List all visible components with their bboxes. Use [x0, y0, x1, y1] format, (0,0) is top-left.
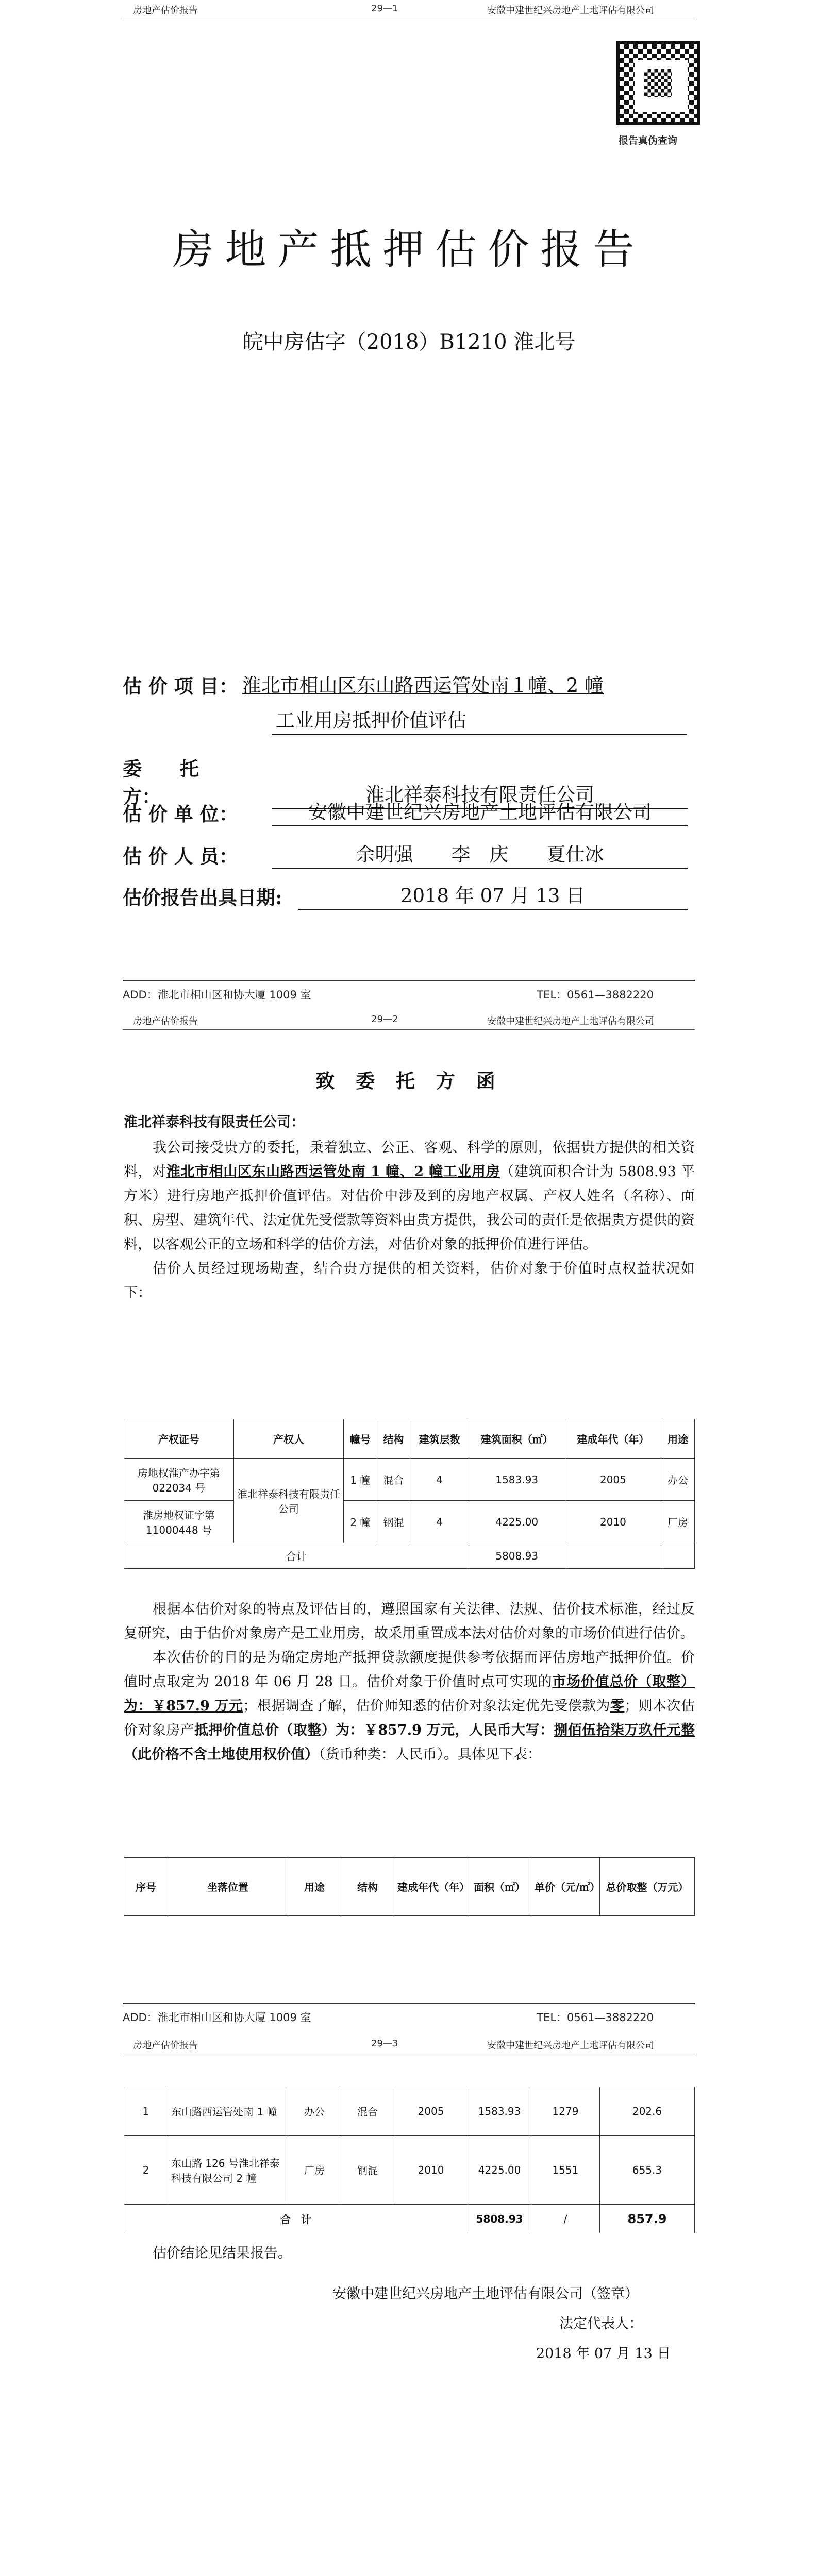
th: 序号: [124, 1858, 168, 1916]
cell: 钢混: [377, 1501, 410, 1543]
cell: 202.6: [600, 2087, 695, 2136]
text: ；则本次估价对象房产: [124, 1698, 695, 1738]
info-row-project: [123, 670, 608, 699]
text-bold: 捌佰伍拾柒万玖仟元整: [554, 1722, 695, 1738]
text: 估价人员经过现场勘查，结合贵方提供的相关资料，估价对象于价值时点权益状况如下：: [124, 1261, 695, 1301]
cell: 淮房地权证字第 11000448 号: [124, 1501, 234, 1543]
table-row: [124, 2087, 695, 2136]
text: 根据本估价对象的特点及评估目的，遵照国家有关法律、法规、估价技术标准，经过反复研究，由于估价对象房产是工业用房，故采用重置成本法对估价对象的市场价值进行估价。: [124, 1601, 695, 1641]
table-row: [124, 1459, 695, 1501]
cell: [565, 1543, 661, 1569]
info-row-project-cont: [272, 705, 687, 735]
page-footer: [123, 987, 695, 1002]
th: 用途: [661, 1419, 695, 1459]
page-header-left: 房地产估价报告: [133, 1016, 198, 1027]
th: 产权人: [234, 1419, 344, 1459]
cell: 1279: [531, 2087, 600, 2136]
page-header-right: 安徽中建世纪兴房地产土地评估有限公司: [487, 1016, 654, 1027]
cell: 钢混: [341, 2136, 394, 2205]
cell: 办公: [661, 1459, 695, 1501]
cell: 2005: [565, 1459, 661, 1501]
th: 单价（元/㎡）: [531, 1858, 600, 1916]
cell: 混合: [341, 2087, 394, 2136]
th: 建筑面积（㎡）: [469, 1419, 565, 1459]
signature-rep: 法定代表人：: [559, 2316, 643, 2332]
value-table-header: [124, 1857, 695, 1916]
cell: 4: [410, 1501, 469, 1543]
text-bold: 抵押价值总价（取整）为：￥857.9 万元，人民币大写：: [194, 1722, 554, 1738]
th: 面积（㎡）: [468, 1858, 531, 1916]
info-value: 余明强 李 庆 夏仕冰: [272, 839, 688, 869]
info-row-date: [123, 880, 688, 910]
document-number: 皖中房估字（2018）B1210 淮北号: [242, 330, 576, 354]
info-row-appraisers: [123, 839, 688, 869]
cell: 合计: [124, 1543, 469, 1569]
header-rule: [123, 1029, 695, 1030]
info-value: 2018 年 07 月 13 日: [298, 880, 688, 910]
cell: 655.3: [600, 2136, 695, 2205]
footer-rule: [123, 2003, 695, 2004]
text: 估价结论见结果报告。: [153, 2245, 292, 2261]
table-row: [124, 2136, 695, 2205]
text-bold: 市场价值总价（取整）为：￥857.9 万元: [124, 1674, 695, 1714]
page-number: 29—3: [371, 2038, 398, 2049]
property-table: [124, 1419, 695, 1569]
cell: 2005: [394, 2087, 468, 2136]
letter-salutation: 淮北祥泰科技有限责任公司：: [124, 1114, 305, 1130]
cell: 4: [410, 1459, 469, 1501]
info-value: 安徽中建世纪兴房地产土地评估有限公司: [272, 796, 688, 826]
cell: 5808.93: [469, 1543, 565, 1569]
text: ；根据调查了解，估价师知悉的估价对象法定优先受偿款为: [243, 1698, 610, 1714]
cell: 2: [124, 2136, 168, 2205]
cell: 东山路西运管处南 1 幢: [168, 2087, 288, 2136]
letter-body-2: [124, 1597, 695, 1767]
signature-company: 安徽中建世纪兴房地产土地评估有限公司（签章）: [332, 2286, 639, 2302]
table-row-total: [124, 1543, 695, 1569]
text-bold: 零: [610, 1698, 625, 1714]
table-row-total: [124, 2205, 695, 2233]
cell: 1 幢: [344, 1459, 377, 1501]
signature-date: 2018 年 07 月 13 日: [536, 2346, 671, 2362]
letter-conclusion: [124, 2241, 695, 2265]
page-header-left: 房地产估价报告: [133, 2040, 198, 2051]
cell: 2010: [565, 1501, 661, 1543]
footer-rule: [123, 980, 695, 981]
th: 结构: [341, 1858, 394, 1916]
cell: 1583.93: [469, 1459, 565, 1501]
value-table: [124, 2087, 695, 2233]
page-header-left: 房地产估价报告: [133, 5, 198, 16]
qr-caption: 报告真伪查询: [619, 135, 678, 146]
cell: 4225.00: [469, 1501, 565, 1543]
page-header-right: 安徽中建世纪兴房地产土地评估有限公司: [487, 5, 654, 16]
th: 总价取整（万元）: [600, 1858, 695, 1916]
cell: 2 幢: [344, 1501, 377, 1543]
footer-address: ADD：淮北市相山区和协大厦 1009 室: [123, 989, 311, 1001]
cell: 857.9: [600, 2205, 695, 2233]
cell: /: [531, 2205, 600, 2233]
cell: 厂房: [661, 1501, 695, 1543]
th: 建成年代（年）: [394, 1858, 468, 1916]
page-number: 29—1: [371, 3, 398, 14]
th: 建筑层数: [410, 1419, 469, 1459]
th: 用途: [288, 1858, 341, 1916]
info-label: 估价报告出具日期:: [123, 886, 282, 909]
cell: 办公: [288, 2087, 341, 2136]
cell: 5808.93: [468, 2205, 531, 2233]
cell: 房地权淮产办字第 022034 号: [124, 1459, 234, 1501]
letter-title: 致 委 托 方 函: [315, 1070, 503, 1092]
cell: 淮北祥泰科技有限责任公司: [234, 1459, 344, 1543]
text-bold: （此价格不含土地使用权价值）: [124, 1747, 319, 1762]
text: 本次估价的目的是为确定房地产抵押贷款额度提供参考依据而评估房地产抵押价值。价值时点取定为 2018 年 06 月 28 日。估价对象于价值时点可实现的: [124, 1650, 695, 1690]
info-label: 估 价 单 位：: [123, 803, 238, 825]
text: （货币种类：人民币）。具体见下表：: [319, 1747, 541, 1762]
info-value: 淮北市相山区东山路西运管处南１幢、2 幢: [242, 674, 604, 697]
info-value: 淮北祥泰科技有限责任公司: [272, 779, 688, 809]
footer-phone: TEL：0561—3882220: [537, 2011, 654, 2024]
page-footer: [123, 2009, 695, 2025]
cell: 1: [124, 2087, 168, 2136]
cell: 2010: [394, 2136, 468, 2205]
cell: 混合: [377, 1459, 410, 1501]
cell: 厂房: [288, 2136, 341, 2205]
info-value: 工业用房抵押价值评估: [272, 705, 687, 735]
cell: 1551: [531, 2136, 600, 2205]
text-bold: 淮北市相山区东山路西运管处南 1 幢、2 幢工业用房: [166, 1164, 500, 1180]
qr-code[interactable]: [616, 41, 700, 125]
cell: 1583.93: [468, 2087, 531, 2136]
text: （建筑面积合计为 5808.93 平方米）进行房地产抵押价值评估。对估价中涉及到的房地产权属、产权人姓名（名称）、面积、房型、建筑年代、法定优先受偿款等资料由贵方提供，我公司的责任是依据贵方提供的资料，以客观公正的立场和科学的估价方法，对估价对象的抵押价值进行评估。: [124, 1164, 695, 1252]
info-label: 估 价 人 员：: [123, 845, 238, 868]
report-title: 房地产抵押估价报告: [172, 226, 646, 274]
info-row-firm: [123, 796, 688, 826]
page-number: 29—2: [371, 1014, 398, 1025]
page-header-right: 安徽中建世纪兴房地产土地评估有限公司: [487, 2040, 654, 2051]
cell: 东山路 126 号淮北祥泰科技有限公司 2 幢: [168, 2136, 288, 2205]
info-label: 估 价 项 目：: [123, 675, 238, 698]
th: 幢号: [344, 1419, 377, 1459]
th: 结构: [377, 1419, 410, 1459]
cell: 合 计: [124, 2205, 468, 2233]
cell: [661, 1543, 695, 1569]
letter-body-1: [124, 1136, 695, 1305]
th: 建成年代（年）: [565, 1419, 661, 1459]
info-label: 委 托 方：: [123, 757, 237, 808]
th: 产权证号: [124, 1419, 234, 1459]
cell: 4225.00: [468, 2136, 531, 2205]
th: 坐落位置: [168, 1858, 288, 1916]
text: 我公司接受贵方的委托，秉着独立、公正、客观、科学的原则，依据贵方提供的相关资料，对: [124, 1140, 695, 1180]
footer-phone: TEL：0561—3882220: [537, 989, 654, 1001]
footer-address: ADD：淮北市相山区和协大厦 1009 室: [123, 2011, 311, 2024]
table-row: [124, 1501, 695, 1543]
